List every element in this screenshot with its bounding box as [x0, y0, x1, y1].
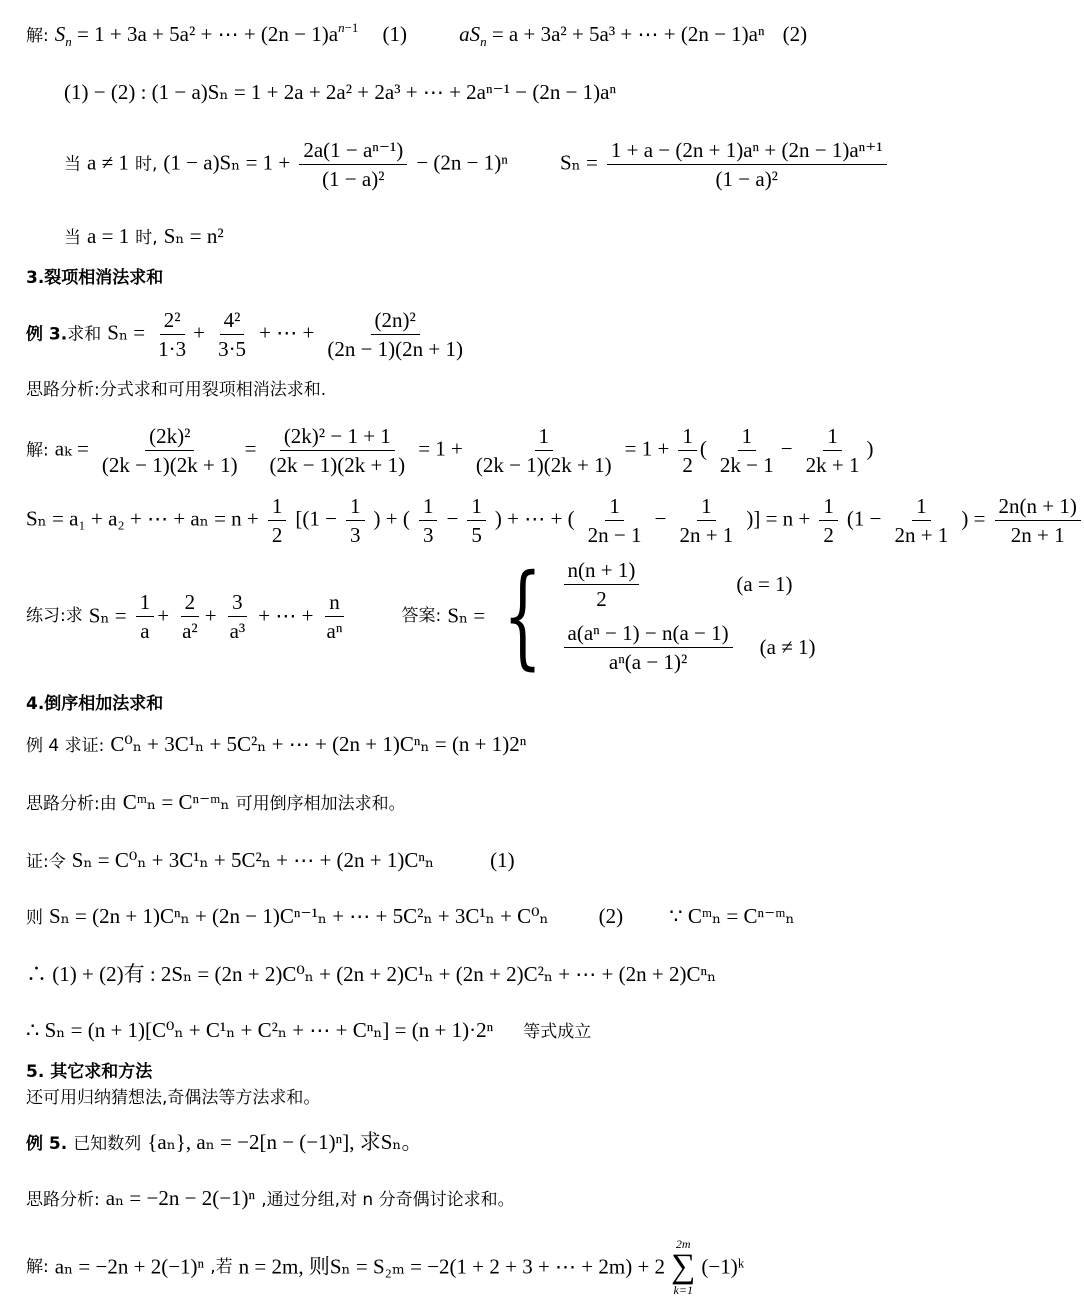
- analysis-prefix: 思路分析:由: [26, 794, 117, 814]
- example-text: 求和: [67, 324, 102, 345]
- fraction: $\frac{1}{2n + 1}$: [894, 494, 949, 548]
- example-label: 例 5.: [26, 1134, 68, 1154]
- case-tail: − (2n − 1)ⁿ: [416, 150, 508, 175]
- half: $\frac{1}{2}$: [678, 424, 697, 477]
- sum-lhs: Sₙ = a₁ + a₂ + ⋯ + aₙ = n +: [26, 506, 259, 531]
- proof-expr: ∴ Sₙ = (n + 1)[C⁰ₙ + C¹ₙ + C²ₙ + ⋯ + Cⁿₙ] = (n + 1)·2ⁿ: [26, 1018, 494, 1042]
- analysis-expr: Cᵐₙ = Cⁿ⁻ᵐₙ: [122, 790, 230, 814]
- fraction: $\frac{1}{2n + 1}$: [679, 494, 734, 548]
- proof-expr: Sₙ = C⁰ₙ + 3C¹ₙ + 5C²ₙ + ⋯ + (2n + 1)Cⁿₙ: [71, 848, 435, 872]
- sn-eq: Sₙ =: [88, 603, 127, 628]
- expr-part: ) + (: [373, 506, 410, 531]
- sum-term: (−1)ᵏ: [701, 1254, 745, 1279]
- analysis-prefix: 思路分析:: [26, 1190, 100, 1210]
- summation: [671, 1238, 695, 1296]
- solution-5: [26, 1238, 744, 1296]
- example-label: 例 4 求证:: [26, 736, 105, 756]
- proof-4: [26, 1018, 591, 1043]
- solution-label: 解:: [26, 440, 49, 461]
- analysis-5: [26, 1186, 515, 1211]
- practice: 练习:求 Sₙ = $\frac{1}{a}$ + $\frac{2}{\text{a²}}$ + $\frac{3}{\text{a³}}$ + ⋯ + $\frac{n}{\text{aⁿ}}$ 答案: Sₙ = { $\frac{n(n + 1)}{2}$ (a = 1) $\frac{\text{a(aⁿ − 1) − n(a − 1)}}{\text{aⁿ(a − 1)²}}$ (a ≠ 1): [26, 551, 816, 682]
- solution-3: 解: aₖ = $\frac{\text{(2k)²}}{(2k - 1)(2k + 1)}$ = $\frac{\text{(2k)² − 1 + 1}}{(2k - 1)(2k + 1)}$ = 1 + $\frac{1}{(2k - 1)(2k + 1)}$ = 1 + $\frac{1}{2}$ ( $\frac{1}{2k - 1}$ − $\frac{1}{2k + 1}$ ): [26, 424, 874, 478]
- section-4-title: 4.倒序相加法求和: [26, 694, 164, 714]
- example-expr: C⁰ₙ + 3C¹ₙ + 5C²ₙ + ⋯ + (2n + 1)Cⁿₙ = (n + 1)2ⁿ: [110, 732, 527, 756]
- example-label: 例 3.: [26, 324, 68, 345]
- case-a-eq-1: [64, 224, 224, 249]
- proof-3: ∴ (1) + (2)有 : 2Sₙ = (2n + 2)C⁰ₙ + (2n + 2)C¹ₙ + (2n + 2)C²ₙ + ⋯ + (2n + 2)Cⁿₙ: [26, 962, 717, 986]
- conclusion-text: 等式成立: [523, 1022, 592, 1042]
- solution-mid: ,若: [210, 1256, 233, 1277]
- case-2: $\frac{\text{a(aⁿ − 1) − n(a − 1)}}{\text{aⁿ(a − 1)²}}$ (a ≠ 1): [561, 621, 816, 674]
- term-1: $\frac{\text{2²}}{1\cdot 3}$: [158, 308, 187, 362]
- half: $\frac{1}{2}$: [819, 494, 838, 547]
- term-3: $\frac{3}{\text{a³}}$: [229, 589, 246, 643]
- ak-eq: aₖ =: [54, 436, 89, 461]
- expr-part: (1 −: [846, 506, 882, 531]
- analysis-4: [26, 790, 406, 815]
- sum-3: [26, 494, 1084, 547]
- sum-upper: 2m: [675, 1237, 691, 1251]
- equation-tag-1: (1): [382, 22, 407, 46]
- fraction: $\frac{1}{2n - 1}$: [587, 494, 642, 548]
- case-condition: a ≠ 1: [87, 150, 129, 175]
- analysis-expr: aₙ = −2n − 2(−1)ⁿ: [105, 1186, 256, 1210]
- answer-label: 答案:: [401, 606, 442, 627]
- term-2: $\frac{2}{\text{a²}}$: [182, 589, 198, 643]
- proof-prefix: 则: [26, 908, 43, 928]
- section-5-title: 5. 其它求和方法: [26, 1062, 153, 1082]
- proof-2: [26, 904, 795, 929]
- equation-tag: (1): [490, 848, 515, 872]
- example-3: 例 3.求和 Sₙ = $\frac{\text{2²}}{1\cdot 3}$ + $\frac{\text{4²}}{3\cdot 5}$ + ⋯ + $\frac{\text{(2n)²}}{(2n - 1)(2n + 1)}$: [26, 308, 470, 361]
- term-2: $\frac{\text{4²}}{3\cdot 5}$: [218, 308, 247, 362]
- solution-expr: aₙ = −2n + 2(−1)ⁿ: [54, 1254, 205, 1279]
- expr-part: )] = n +: [746, 506, 811, 531]
- fraction: $\frac{\text{(2k)²}}{(2k - 1)(2k + 1)}$: [101, 424, 238, 478]
- equation-tag-2: (2): [782, 22, 808, 46]
- proof-prefix: 证:令: [26, 852, 66, 872]
- sn-eq: Sₙ =: [447, 603, 486, 628]
- ellipsis: + ⋯ +: [258, 603, 314, 628]
- fraction: $\frac{1}{2k + 1}$: [805, 424, 860, 478]
- proof-1: [26, 848, 515, 873]
- other-methods: 还可用归纳猜想法,奇偶法等方法求和。: [26, 1088, 321, 1108]
- case-shi: 时,: [135, 228, 158, 248]
- case-shi: 时,: [134, 154, 158, 175]
- case-1: $\frac{n(n + 1)}{2}$ (a = 1): [561, 558, 816, 611]
- example-text: 已知数列: [73, 1134, 142, 1154]
- fraction: $\frac{1}{3}$: [419, 494, 438, 547]
- because-expr: ∵ Cᵐₙ = Cⁿ⁻ᵐₙ: [669, 904, 795, 928]
- solution-label: 解:: [26, 26, 49, 46]
- piecewise: [561, 558, 816, 675]
- sn-eq: Sₙ =: [107, 320, 146, 345]
- analysis-3: 思路分析:分式求和可用裂项相消法求和.: [26, 380, 327, 400]
- proof-expr: Sₙ = (2n + 1)Cⁿₙ + (2n − 1)Cⁿ⁻¹ₙ + ⋯ + 5C²ₙ + 3C¹ₙ + C⁰ₙ: [49, 904, 549, 928]
- expr-part: [(1 −: [295, 506, 337, 531]
- fraction: $\frac{1}{3}$: [346, 494, 365, 547]
- ellipsis: + ⋯ +: [259, 320, 315, 345]
- practice-label: 练习:求: [26, 606, 83, 627]
- expr-part: −: [654, 506, 667, 531]
- asn-formula: $aS_n = a + 3a^2 + 5a^3$ + ⋯ + (2n − 1)aⁿ: [459, 22, 765, 49]
- case-a-neq-1: [64, 138, 890, 191]
- example-expr: {aₙ}, aₙ = −2[n − (−1)ⁿ], 求Sₙ。: [147, 1130, 423, 1154]
- term-1: $\frac{1}{a}$: [136, 590, 155, 643]
- case-lhs: (1 − a)Sₙ = 1 +: [163, 150, 291, 175]
- analysis-suffix: ,通过分组,对 n 分奇偶讨论求和。: [261, 1190, 515, 1210]
- result-fraction: $\frac{2n(n + 1)}{2n + 1}$: [995, 494, 1081, 547]
- analysis-suffix: 可用倒序相加法求和。: [235, 794, 406, 814]
- equation-tag: (2): [598, 904, 624, 928]
- left-brace: {: [503, 551, 543, 682]
- half: $\frac{1}{2}$: [268, 494, 287, 547]
- expr-part: ) + ⋯ + (: [494, 506, 575, 531]
- fraction: $\frac{1}{5}$: [467, 494, 486, 547]
- example-4: [26, 732, 526, 757]
- term-n: $\frac{n}{\text{aⁿ}}$: [326, 589, 343, 643]
- sn-formula: $S_n = 1 + 3a + 5a^2$ + ⋯ + $(2n - 1)a^{n-1}$: [54, 20, 359, 49]
- case-prefix: 当: [64, 154, 81, 175]
- subtraction-line: (1) − (2) : (1 − a)Sₙ = 1 + 2a + 2a² + 2a³ + ⋯ + 2aⁿ⁻¹ − (2n − 1)aⁿ: [64, 80, 617, 104]
- fraction: $\frac{\text{(2k)² − 1 + 1}}{(2k - 1)(2k + 1)}$: [269, 424, 406, 478]
- section-3-title: 3.裂项相消法求和: [26, 268, 164, 288]
- solution-line-1: [26, 22, 807, 47]
- term-n: $\frac{\text{(2n)²}}{(2n - 1)(2n + 1)}$: [327, 308, 464, 362]
- case-condition: a = 1: [87, 224, 130, 248]
- fraction: $\frac{1}{(2k - 1)(2k + 1)}$: [475, 424, 612, 478]
- case-result: Sₙ = n²: [163, 224, 224, 248]
- fraction: $\frac{\text{2a(1 − aⁿ⁻¹)}}{\text{(1 − a)²}}$: [299, 138, 407, 191]
- sn-fraction: $\frac{\text{1 + a − (2n + 1)aⁿ + (2n − 1)aⁿ⁺¹}}{\text{(1 − a)²}}$: [607, 138, 887, 191]
- solution-expr-2: n = 2m, 则Sₙ = S₂ₘ = −2(1 + 2 + 3 + ⋯ + 2m) + 2: [238, 1254, 666, 1279]
- case-prefix: 当: [64, 228, 81, 248]
- solution-label: 解:: [26, 1256, 49, 1277]
- expr-part: −: [446, 506, 459, 531]
- fraction: $\frac{1}{2k - 1}$: [719, 424, 774, 478]
- equals-one-plus: = 1 +: [418, 436, 463, 461]
- expr-part: ) =: [961, 506, 986, 531]
- sn-eq: Sₙ =: [559, 150, 598, 175]
- sum-lower: k=1: [673, 1283, 693, 1297]
- equals-one-plus: = 1 +: [624, 436, 670, 461]
- sigma-symbol: ∑: [671, 1248, 696, 1285]
- example-5: [26, 1130, 423, 1155]
